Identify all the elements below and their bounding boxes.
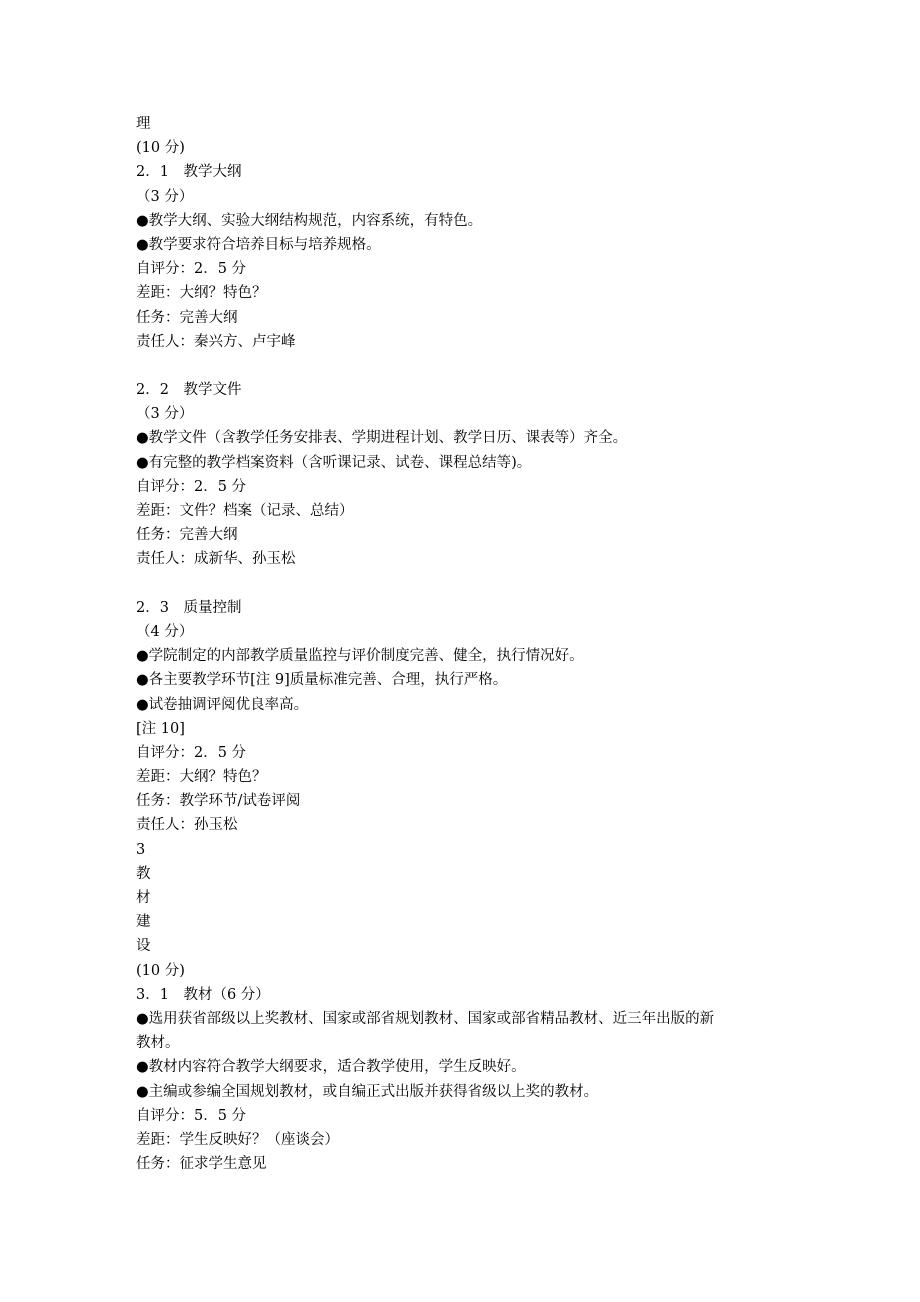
self-score: 自评分：5．5 分 (136, 1107, 247, 1124)
criteria-item-continued: 教材。 (136, 1035, 180, 1052)
section-heading: 2．2 教学文件 (136, 382, 242, 399)
responsible-person: 责任人：孙玉松 (136, 817, 238, 834)
section-heading: 2．3 质量控制 (136, 599, 242, 616)
criteria-item: ●学院制定的内部教学质量监控与评价制度完善、健全，执行情况好。 (136, 648, 584, 665)
footnote-ref: [注 10] (136, 720, 185, 737)
category-char: 设 (136, 938, 151, 955)
task-note: 任务：完善大纲 (136, 309, 238, 326)
task-note: 任务：完善大纲 (136, 527, 238, 544)
criteria-item: ●有完整的教学档案资料（含听课记录、试卷、课程总结等)。 (136, 454, 532, 471)
score-note: （3 分） (136, 188, 194, 205)
blank-line (136, 354, 796, 378)
self-score: 自评分：2．5 分 (136, 478, 247, 495)
category-number: 3 (136, 841, 146, 858)
self-score: 自评分：2．5 分 (136, 261, 247, 278)
criteria-item: ●教学文件（含教学任务安排表、学期进程计划、教学日历、课表等）齐全。 (136, 430, 628, 447)
section-heading: 2．1 教学大纲 (136, 164, 242, 181)
blank-line (136, 572, 796, 596)
score-note: （3 分） (136, 406, 194, 423)
category-char: 材 (136, 890, 151, 906)
section-heading: 3．1 教材（6 分） (136, 986, 270, 1003)
task-note: 任务：征求学生意见 (136, 1156, 267, 1173)
task-note: 任务：教学环节/试卷评阅 (136, 793, 301, 810)
criteria-item: ●各主要教学环节[注 9]质量标准完善、合理，执行严格。 (136, 672, 508, 689)
score-note: （4 分） (136, 623, 194, 640)
responsible-person: 责任人：秦兴方、卢宇峰 (136, 333, 296, 350)
criteria-item: ●教材内容符合教学大纲要求，适合教学使用，学生反映好。 (136, 1059, 526, 1076)
gap-note: 差距：文件？档案（记录、总结） (136, 503, 354, 519)
criteria-item: ●教学大纲、实验大纲结构规范，内容系统，有特色。 (136, 212, 483, 229)
criteria-item: ●试卷抽调评阅优良率高。 (136, 696, 309, 713)
category-score: (10 分) (136, 962, 185, 979)
criteria-item: ●教学要求符合培养目标与培养规格。 (136, 236, 381, 253)
document-page (136, 112, 796, 1176)
self-score: 自评分：2．5 分 (136, 744, 247, 761)
category-char: 教 (136, 865, 151, 882)
gap-note: 差距：学生反映好？（座谈会） (136, 1131, 339, 1148)
category-char: 建 (136, 914, 151, 931)
criteria-item: ●选用获省部级以上奖教材、国家或部省规划教材、国家或部省精品教材、近三年出版的新 (136, 1010, 715, 1027)
text-line: 理 (136, 116, 151, 132)
gap-note: 差距：大纲？特色？ (136, 285, 267, 302)
criteria-item: ●主编或参编全国规划教材，或自编正式出版并获得省级以上奖的教材。 (136, 1083, 599, 1100)
text-line: (10 分) (136, 140, 185, 157)
gap-note: 差距：大纲？特色？ (136, 769, 267, 786)
responsible-person: 责任人：成新华、孙玉松 (136, 551, 296, 568)
